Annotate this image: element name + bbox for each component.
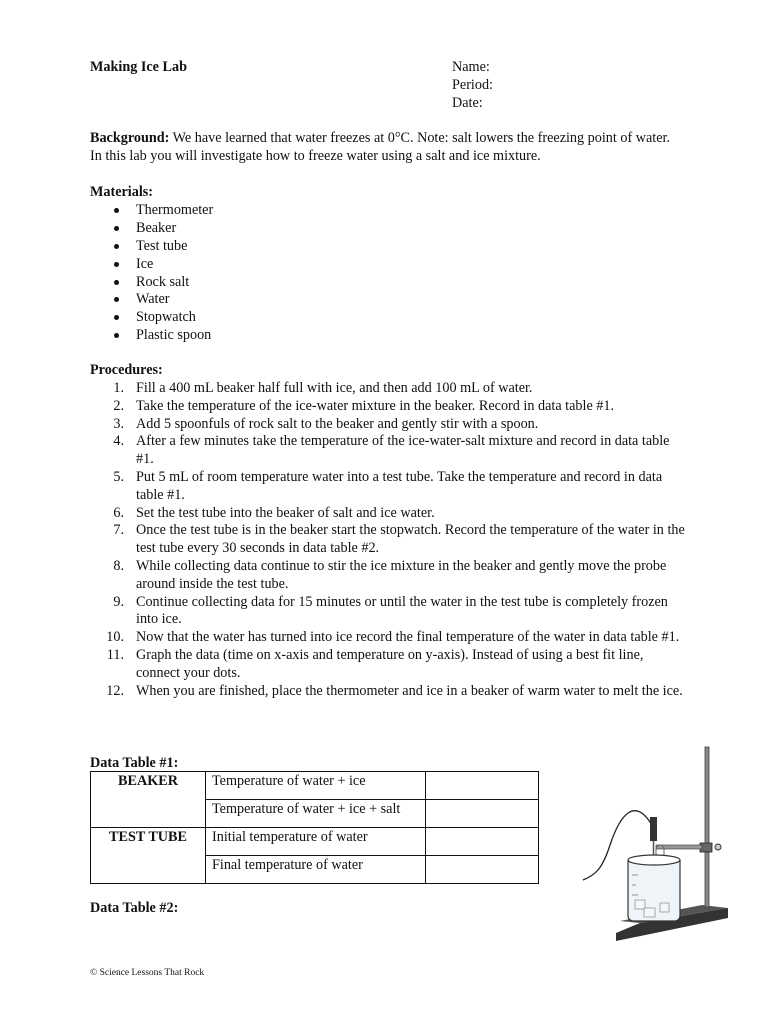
- material-label: Plastic spoon: [136, 327, 212, 344]
- background-label: Background:: [90, 130, 170, 146]
- step-number: 10.: [106, 629, 124, 646]
- procedure-step: [90, 433, 690, 469]
- test-tube-category-cell: TEST TUBE: [91, 828, 206, 884]
- step-number: 11.: [106, 646, 124, 663]
- table-value-cell[interactable]: [426, 828, 539, 856]
- list-item: [90, 238, 213, 256]
- procedure-step: [90, 629, 690, 647]
- step-number: 4.: [113, 433, 124, 450]
- procedure-step: [90, 469, 690, 505]
- list-item: [90, 202, 213, 220]
- copyright-footer: © Science Lessons That Rock: [90, 968, 205, 978]
- step-text: Once the test tube is in the beaker start the stopwatch. Record the temperature of the water in the test tube every 30 seconds in data table #2.: [136, 522, 685, 557]
- student-info-fields: [452, 59, 493, 112]
- bullet-icon: [114, 315, 119, 320]
- procedure-step: [90, 558, 690, 594]
- background-text: We have learned that water freezes at 0°C. Note: salt lowers the freezing point of water. In this lab you will investigate how to freeze water using a salt and ice mixture.: [90, 130, 671, 164]
- list-item: [90, 256, 213, 274]
- step-number: 6.: [113, 504, 124, 521]
- step-number: 1.: [113, 380, 124, 396]
- material-label: Beaker: [136, 219, 177, 236]
- bullet-icon: [114, 226, 119, 231]
- material-label: Thermometer: [136, 202, 214, 218]
- data-table-1-heading: Data Table #1:: [90, 755, 179, 771]
- procedure-step: [90, 683, 690, 701]
- data-table-2-heading: Data Table #2:: [90, 900, 179, 916]
- step-text: Put 5 mL of room temperature water into a test tube. Take the temperature and record in data table #1.: [136, 468, 663, 503]
- bullet-icon: [114, 333, 119, 338]
- lab-apparatus-illustration: [580, 745, 735, 945]
- list-item: [90, 291, 213, 309]
- bullet-icon: [114, 280, 119, 285]
- step-number: 3.: [113, 415, 124, 432]
- procedures-list: [90, 380, 690, 700]
- table-row-label: Initial temperature of water: [206, 828, 426, 856]
- material-label: Ice: [136, 255, 154, 272]
- material-label: Rock salt: [136, 273, 190, 290]
- materials-list: [90, 202, 213, 345]
- data-table-1: [90, 771, 539, 884]
- list-item: [90, 274, 213, 292]
- step-number: 9.: [113, 593, 124, 610]
- table-row: [91, 828, 539, 856]
- procedure-step: [90, 505, 690, 523]
- bullet-icon: [114, 208, 119, 213]
- table-row-label: Final temperature of water: [206, 856, 426, 884]
- beaker-category-cell: BEAKER: [91, 772, 206, 828]
- step-text: Add 5 spoonfuls of rock salt to the beaker and gently stir with a spoon.: [136, 415, 539, 432]
- period-field-label: Period:: [452, 76, 493, 93]
- table-value-cell[interactable]: [426, 800, 539, 828]
- step-number: 12.: [106, 682, 124, 699]
- date-field-label: Date:: [452, 94, 483, 111]
- material-label: Stopwatch: [136, 309, 196, 326]
- procedure-step: [90, 380, 690, 398]
- table-value-cell[interactable]: [426, 772, 539, 800]
- table-row-label: Temperature of water + ice: [206, 772, 426, 800]
- bullet-icon: [114, 244, 119, 249]
- step-number: 7.: [113, 522, 124, 539]
- worksheet-title: Making Ice Lab: [90, 59, 187, 75]
- background-paragraph: [90, 130, 680, 166]
- step-text: Now that the water has turned into ice record the final temperature of the water in data table #1.: [136, 629, 680, 646]
- step-text: Graph the data (time on x-axis and temperature on y-axis). Instead of using a best fit line, connect your dots.: [136, 646, 644, 681]
- procedure-step: [90, 416, 690, 434]
- bullet-icon: [114, 262, 119, 267]
- material-label: Water: [136, 291, 170, 308]
- table-row-label: Temperature of water + ice + salt: [206, 800, 426, 828]
- step-text: Set the test tube into the beaker of salt and ice water.: [136, 504, 435, 521]
- step-number: 2.: [113, 397, 124, 414]
- step-text: Continue collecting data for 15 minutes or until the water in the test tube is completely frozen into ice.: [136, 593, 668, 628]
- step-number: 5.: [113, 468, 124, 485]
- list-item: [90, 220, 213, 238]
- step-text: Take the temperature of the ice-water mixture in the beaker. Record in data table #1.: [136, 397, 615, 414]
- name-field-label: Name:: [452, 59, 490, 75]
- procedure-step: [90, 647, 690, 683]
- table-row: [91, 772, 539, 800]
- materials-heading: Materials:: [90, 184, 154, 200]
- step-text: After a few minutes take the temperature of the ice-water-salt mixture and record in data table #1.: [136, 433, 670, 468]
- procedure-step: [90, 398, 690, 416]
- step-text: When you are finished, place the thermometer and ice in a beaker of warm water to melt the ice.: [136, 682, 683, 699]
- step-text: While collecting data continue to stir the ice mixture in the beaker and gently move the probe around inside the test tube.: [136, 557, 667, 592]
- procedure-step: [90, 522, 690, 558]
- bullet-icon: [114, 297, 119, 302]
- procedure-step: [90, 594, 690, 630]
- procedures-heading: Procedures:: [90, 362, 163, 378]
- list-item: [90, 309, 213, 327]
- table-value-cell[interactable]: [426, 856, 539, 884]
- step-number: 8.: [113, 557, 124, 574]
- list-item: [90, 327, 213, 345]
- step-text: Fill a 400 mL beaker half full with ice, and then add 100 mL of water.: [136, 380, 533, 396]
- material-label: Test tube: [136, 237, 188, 254]
